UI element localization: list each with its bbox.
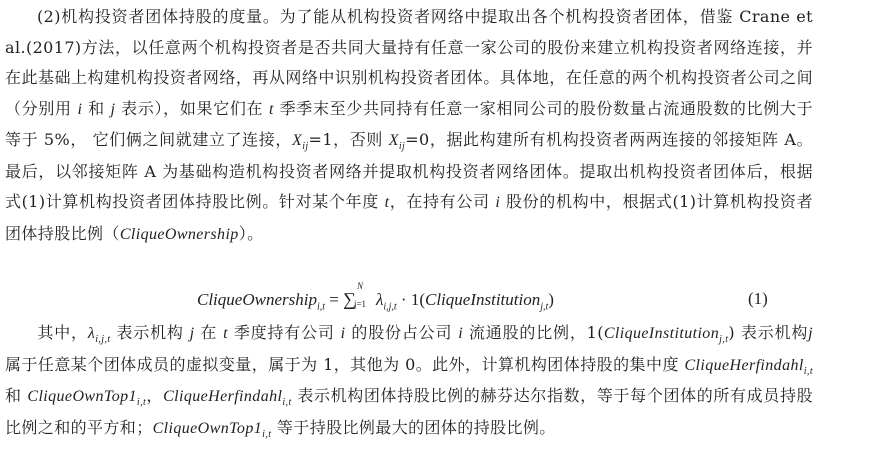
- p2-text-3: 在: [194, 323, 224, 342]
- summation-limits: [353, 281, 376, 309]
- p1-tail: ）。: [238, 223, 264, 243]
- p2-var-i: i: [340, 325, 346, 342]
- x-ij-subscript: ij: [302, 141, 309, 153]
- eq-institution-sub: j,t: [540, 301, 549, 313]
- var-t-2: t: [384, 194, 390, 211]
- p1-cont3: ，在持有公司: [389, 192, 496, 211]
- p1-lead: (2)机构投资者团体持股的度量。为了能从机构投资者网络中提取出各个机构投资者团体，借鉴 Crane et al.(2017)方法，以任意两个机构投资者是否共同大量持有任意一家公司的股份来建立机构投资者网络连接，并在此基础上构建机构投资者网络，再从网络中识别机构投资者团体。具体地，在任意的两个机构投资者公司之间（分别用: [5, 7, 813, 118]
- var-j: j: [110, 100, 116, 118]
- equation-1: [0, 281, 870, 315]
- p2-var-j-2: j: [808, 325, 814, 342]
- p2-lambda-sub: i,j,t: [95, 334, 111, 346]
- eq-lambda: λ: [375, 290, 384, 309]
- p2-text-10: ，: [146, 386, 164, 405]
- eq-institution: CliqueInstitution: [425, 290, 541, 309]
- p2-herfindahl-2-sub: i,t: [282, 397, 292, 409]
- p2-owntop1: CliqueOwnTop1: [27, 388, 137, 405]
- var-i: i: [77, 100, 83, 118]
- p1-cont1: 表示），如果它们在: [115, 98, 269, 118]
- x-ij-subscript-2: ij: [398, 141, 406, 153]
- p2-owntop1-sub: i,t: [136, 397, 147, 409]
- x-ij-symbol-2: X: [388, 132, 399, 149]
- p2-var-j: j: [189, 325, 195, 342]
- var-t: t: [269, 100, 274, 118]
- eq-equals: =: [325, 290, 344, 309]
- p2-lambda: λ: [87, 325, 96, 342]
- var-i-2: i: [495, 194, 501, 211]
- sum-upper-limit: N: [356, 281, 363, 291]
- p2-text-7: ) 表示机构: [728, 323, 809, 342]
- p2-text-1: 其中，: [37, 323, 88, 342]
- p2-text-12: 等于持股比例最大的团体的持股比例。: [271, 417, 556, 437]
- p2-institution: CliqueInstitution: [603, 325, 720, 342]
- p2-text-4: 季度持有公司: [227, 323, 341, 342]
- eq-lhs: CliqueOwnership: [197, 290, 317, 309]
- p2-owntop1-2-sub: i,t: [262, 428, 272, 440]
- eq-dot-one: · 1(: [396, 290, 425, 309]
- p2-herfindahl-sub: i,t: [803, 365, 813, 377]
- p2-institution-sub: j,t: [719, 334, 729, 346]
- clique-ownership-term: CliqueOwnership: [119, 225, 239, 243]
- summation-symbol: ∑: [343, 289, 356, 309]
- p2-text-11: 表示机构团体持股比例的赫芬达尔指数，等于每个团体的所有成员持股比例之和的平方和；: [5, 386, 813, 437]
- p2-var-i-2: i: [458, 325, 464, 342]
- p2-text-6: 流通股的比例，1(: [463, 323, 604, 342]
- eq-lhs-sub: i,t: [316, 301, 326, 313]
- p2-herfindahl: CliqueHerfindahl: [684, 356, 804, 374]
- paragraph-definitions: [5, 318, 813, 444]
- paragraph-clique-measure: [5, 2, 813, 250]
- p2-var-t: t: [223, 325, 228, 342]
- sum-lower-limit: j=1: [353, 299, 367, 309]
- p1-cont4: 股份的机构中，根据式(1)计算机构投资者团体持股比例（: [5, 192, 813, 243]
- equation-body: [197, 281, 554, 313]
- eq-close: ): [548, 290, 554, 309]
- p1-and: 和: [82, 98, 111, 118]
- equation-number: (1): [748, 289, 768, 308]
- p1-x-eq0: =0，据此构建所有机构投资者两两连接的邻接矩阵 A。最后，以邻接矩阵 A 为基础构造机构投资者网络并提取机构投资者网络团体。提取出机构投资者团体后，根据式(1)计算机构投资者团体持股比例。针对某个年度: [5, 130, 813, 211]
- p2-text-5: 的股份占公司: [345, 323, 459, 342]
- p2-text-8: 属于任意某个团体成员的虚拟变量，属于为 1，其他为 0。此外，计算机构团体持股的集中度: [5, 354, 685, 374]
- p2-herfindahl-2: CliqueHerfindahl: [163, 388, 283, 405]
- p2-owntop1-2: CliqueOwnTop1: [152, 419, 263, 437]
- p1-x-eq1: =1，否则: [308, 130, 389, 149]
- p2-text-2: 表示机构: [110, 323, 190, 342]
- p2-text-9: 和: [5, 386, 28, 405]
- eq-lambda-sub: i,j,t: [383, 301, 397, 313]
- p1-cont2: 季季末至少共同持有任意一家相同公司的股份数量占流通股数的比例大于等于 5%， 它们俩之间就建立了连接，: [5, 98, 813, 149]
- x-ij-symbol: X: [292, 132, 303, 149]
